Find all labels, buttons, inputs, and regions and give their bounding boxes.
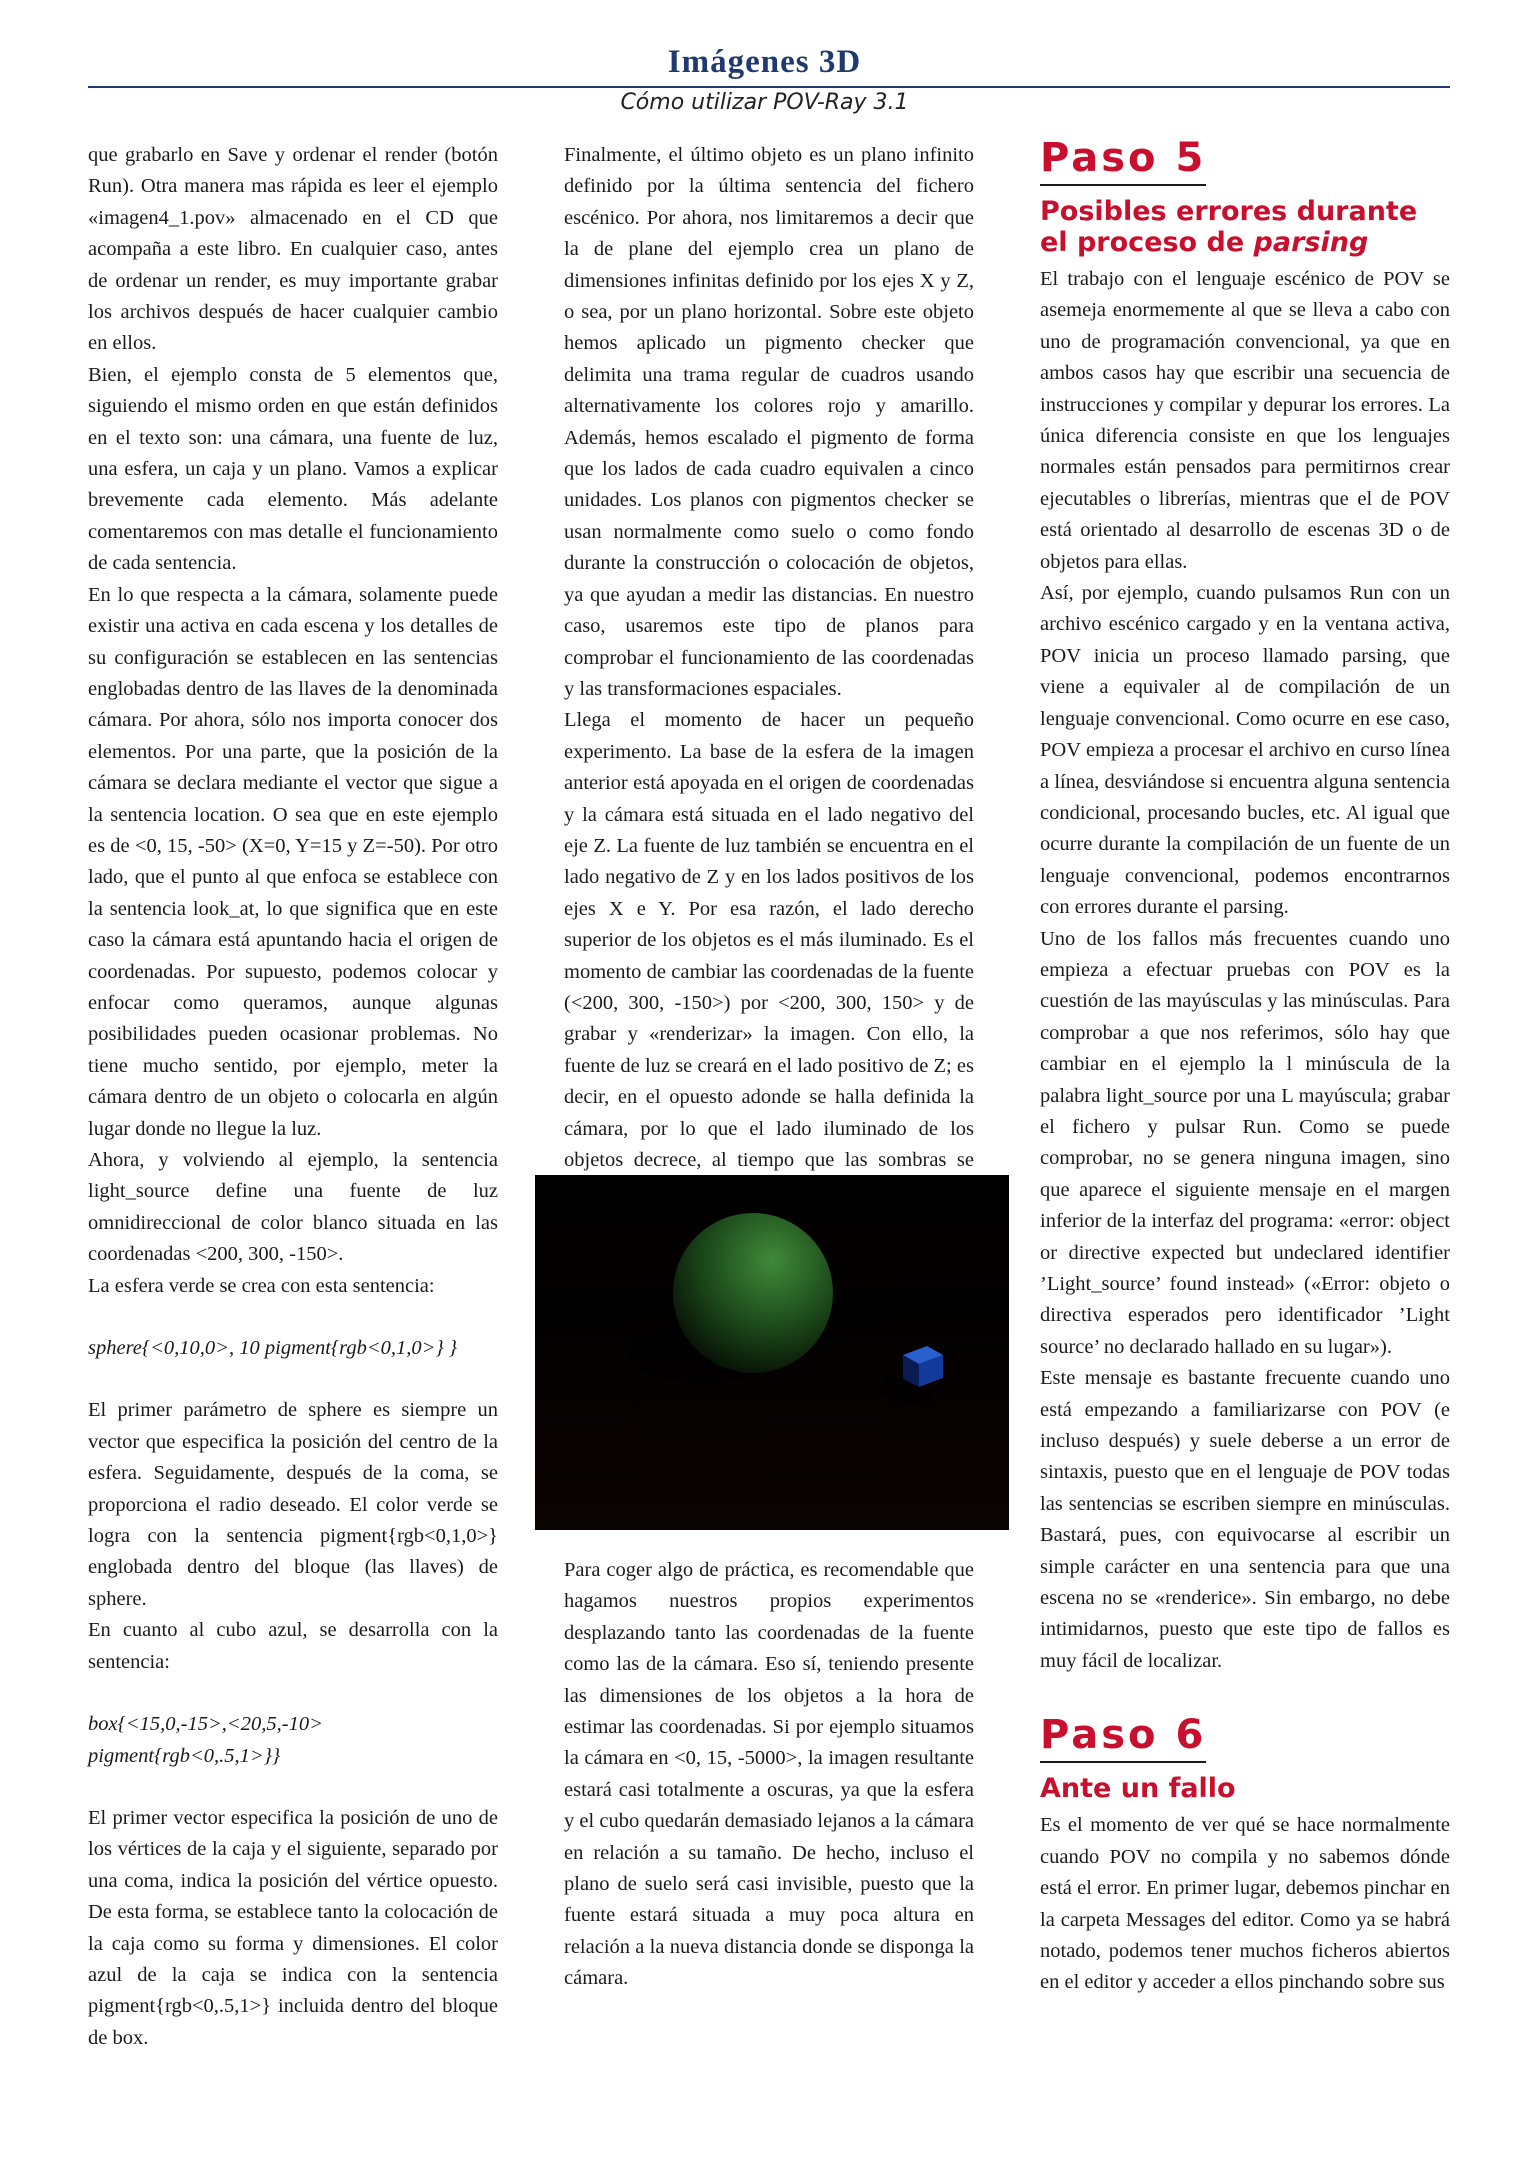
- paragraph: que grabarlo en Save y ordenar el render (botón Run). Otra manera mas rápida es leer el ejemplo «imagen4_1.pov» almacenado en el CD que acompaña a este libro. En cualquier caso, antes de ordenar un render, es muy importante grabar los archivos después de hacer cualquier cambio en ellos.: [88, 144, 498, 355]
- code-box: box{<15,0,-15>,<20,5,-10> pigment{rgb<0,.5,1>}}: [88, 1713, 323, 1767]
- running-subtitle: Cómo utilizar POV-Ray 3.1: [620, 90, 909, 115]
- paragraph: Así, por ejemplo, cuando pulsamos Run con un archivo escénico cargado y en la ventana activa, POV inicia un proceso llamado parsing, que viene a equivaler al de compilación de un lenguaje convencional. Como ocurre en ese caso, POV empieza a procesar el archivo en curso línea a línea, desviándose si encuentra alguna sentencia condicional, procesando bucles, etc. Al igual que ocurre durante la compilación de un fuente de un lenguaje convencional, podemos encontrarnos con errores durante el parsing.: [1040, 582, 1450, 919]
- paragraph: El primer vector especifica la posición de uno de los vértices de la caja y el siguiente, separado por una coma, indica la posición del vértice opuesto. De esta forma, se establece tanto la colocación de la caja como su forma y dimensiones. El color azul de la caja se indica con la sentencia pigment{rgb<0,.5,1>} incluida dentro del bloque de box.: [88, 1806, 498, 2049]
- heading-paso-5: Paso 5: [1040, 134, 1206, 186]
- paragraph: Para coger algo de práctica, es recomendable que hagamos nuestros propios experimentos desplazando tanto las coordenadas de la fuente como las de la cámara. Eso sí, teniendo presente las dimensiones de los objetos a la hora de estimar las coordenadas. Si por ejemplo situamos la cámara en <0, 15, -5000>, la imagen resultante estará casi totalmente a oscuras, ya que la esfera y el cubo quedarán demasiado lejanos a la cámara en relación a su tamaño. De hecho, incluso el plano de suelo será casi invisible, puesto que la fuente estará situada a muy poca altura en relación a la nueva distancia donde se disponga la cámara.: [564, 1559, 974, 1990]
- paragraph: Ahora, y volviendo al ejemplo, la sentencia light_source define una fuente de luz omnidireccional de color blanco situada en las coordenadas <200, 300, -150>.: [88, 1149, 498, 1266]
- column-right: [1040, 134, 1450, 1999]
- paragraph: Bien, el ejemplo consta de 5 elementos que, siguiendo el mismo orden en que están definidos en el texto son: una cámara, una fuente de luz, una esfera, un caja y un plano. Vamos a explicar brevemente cada elemento. Más adelante comentaremos con mas detalle el funcionamiento de cada sentencia.: [88, 363, 498, 575]
- paragraph: Es el momento de ver qué se hace normalmente cuando POV no compila y no sabemos dónde está el error. En primer lugar, debemos pinchar en la carpeta Messages del editor. Como ya se habrá notado, podemos tener muchos ficheros abiertos en el editor y acceder a ellos pinchando sobre sus: [1040, 1814, 1450, 1994]
- paragraph: Finalmente, el último objeto es un plano infinito definido por la última sentencia del fichero escénico. Por ahora, nos limitaremos a decir que la de plane del ejemplo crea un plano de dimensiones infinitas definido por los ejes X y Z, o sea, por un plano horizontal. Sobre este objeto hemos aplicado un pigmento checker que delimita una trama regular de cuadros usando alternativamente los colores rojo y amarillo. Además, hemos escalado el pigmento de forma que los lados de cada cuadro equivalen a cinco unidades. Los planos con pigmentos checker se usan normalmente como suelo o como fondo durante la construcción o colocación de objetos, ya que ayudan a medir las distancias. En nuestro caso, usaremos este tipo de planos para comprobar el funcionamiento de las coordenadas y las transformaciones espaciales.: [564, 144, 974, 700]
- heading-paso-6: Paso 6: [1040, 1711, 1206, 1763]
- paragraph: El trabajo con el lenguaje escénico de POV se asemeja enormemente al que se lleva a cabo con uno de programación convencional, ya que en ambos casos hay que escribir una secuencia de instrucciones y compilar y depurar los errores. La única diferencia consiste en que los lenguajes normales están pensados para permitirnos crear ejecutables o librerías, mientras que el de POV está orientado al desarrollo de escenas 3D o de objetos para ellas.: [1040, 268, 1450, 573]
- column-left: [88, 140, 498, 2054]
- subheading-ante-un-fallo: Ante un fallo: [1040, 1773, 1236, 1805]
- running-title: Imágenes 3D: [667, 44, 862, 80]
- paragraph: Uno de los fallos más frecuentes cuando uno empieza a efectuar pruebas con POV es la cuestión de las mayúsculas y las minúsculas. Para comprobar a que nos referimos, sólo hay que cambiar en el ejemplo la l minúscula de la palabra light_source por una L mayúscula; grabar el fichero y pulsar Run. Como se puede comprobar, no se genera ninguna imagen, sino que aparece el siguiente mensaje en el margen inferior de la interfaz del programa: «error: object or directive expected but undeclared identifier ’Light_source’ found instead» («Error: objeto o directiva esperados pero identificador ’Light source’ no declarado hallado en su lugar»).: [1040, 927, 1450, 1358]
- paragraph: La esfera verde se crea con esta sentencia:: [88, 1274, 435, 1297]
- paragraph: Llega el momento de hacer un pequeño experimento. La base de la esfera de la imagen anterior está apoyada en el origen de coordenadas y la cámara está situada en el lado negativo del eje Z. La fuente de luz también se encuentra en el lado negativo de Z y en los lados positivos de los ejes X e Y. Por esa razón, el lado derecho superior de los objetos es el más iluminado. Es el momento de cambiar las coordenadas de la fuente (<200, 300, -150>) por <200, 300, 150> y de grabar y «renderizar» la imagen. Con ello, la fuente de luz se creará en el lado positivo de Z; es decir, en el opuesto adonde se halla definida la cámara, por lo que el lado iluminado de los objetos decrece, al tiempo que las sombras se: [564, 709, 974, 1171]
- paragraph: En lo que respecta a la cámara, solamente puede existir una activa en cada escena y los detalles de su configuración se establecen en las sentencias englobadas dentro de las llaves de la denominada cámara. Por ahora, sólo nos importa conocer dos elementos. Por una parte, que la posición de la cámara se declara mediante el vector que sigue a la sentencia location. O sea que en este ejemplo es de <0, 15, -50> (X=0, Y=15 y Z=-50). Por otro lado, que el punto al que enfoca se establece con la sentencia look_at, lo que significa que en este caso la cámara está apuntando hacia el origen de coordenadas. Por supuesto, podemos colocar y enfocar como queramos, aunque algunas posibilidades pueden ocasionar problemas. No tiene mucho sentido, por ejemplo, meter la cámara dentro de un objeto o colocarla en algún lugar donde no llegue la luz.: [88, 583, 498, 1140]
- column-middle: [564, 140, 974, 1208]
- render-image: [535, 1175, 1009, 1530]
- subheading-errores: Posibles errores durante el proceso de parsing: [1040, 196, 1418, 258]
- paragraph: El primer parámetro de sphere es siempre un vector que especifica la posición del centro de la esfera. Seguidamente, después de la coma, se proporciona el radio deseado. El color verde se logra con la sentencia pigment{rgb<0,1,0>} englobada dentro del bloque (las llaves) de sphere.: [88, 1399, 498, 1610]
- column-middle-lower: [564, 1555, 974, 1995]
- header-rule: [88, 86, 1450, 88]
- code-sphere: sphere{<0,10,0>, 10 pigment{rgb<0,1,0>} }: [88, 1337, 458, 1360]
- paragraph: Este mensaje es bastante frecuente cuando uno está empezando a familiarizarse con POV (e incluso después) y suele deberse a un error de sintaxis, puesto que en el lenguaje de POV todas las sentencias se escriben siempre en minúsculas. Bastará, pues, con equivocarse al escribir un simple carácter en una sentencia para que una escena no se «renderice». Sin embargo, no debe intimidarnos, puesto que este tipo de fallos es muy fácil de localizar.: [1040, 1367, 1450, 1672]
- green-sphere: [673, 1213, 833, 1373]
- paragraph: En cuanto al cubo azul, se desarrolla con la sentencia:: [88, 1619, 498, 1673]
